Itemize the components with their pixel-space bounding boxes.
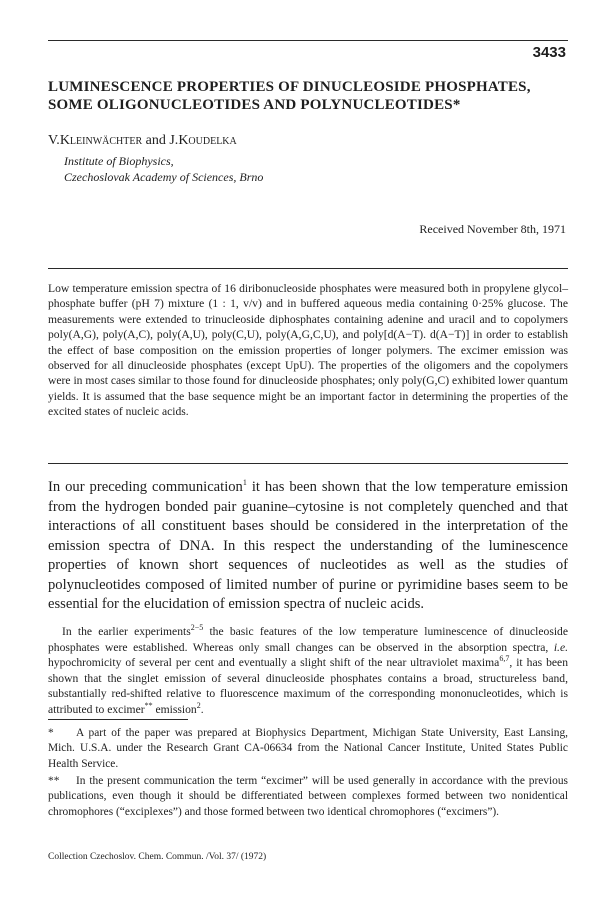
footnote-1-text: A part of the paper was prepared at Biophysics Department, Michigan State University, East Lansing, Mich. U.S.A. under the Research Grant CA-06634 from the National Cancer Institute, United States Public Health Service. (48, 727, 568, 770)
p2-text-e: emission (152, 702, 197, 716)
footnote-1 (48, 726, 568, 772)
intro-paragraph (48, 478, 568, 615)
affiliation-line-1: Institute of Biophysics, (64, 154, 174, 168)
author-separator: and (142, 133, 170, 148)
p2-text-c: hypochromicity of several per cent and eventually a slight shift of the near ultraviolet maxima (48, 656, 500, 669)
received-date: Received November 8th, 1971 (419, 222, 566, 236)
affiliation-line-2: Czechoslovak Academy of Sciences, Brno (64, 170, 264, 184)
intro-text-b: it has been shown that the low temperature emission from the hydrogen bonded pair guanine–cytosine is not completely quenched and that interactions of all constituent bases should be considered in the interpretation of the emission spectra of DNA. In this respect the understanding of the luminescence properties of known short sequences of nucleotides as well as the studies of polynucleotides composed of limited number of purine or pyrimidine bases seem to be essential for the elucidation of emission spectra of nucleic acids. (48, 479, 569, 612)
article-title (48, 78, 578, 114)
p2-text-f: . (200, 702, 204, 716)
page-number: 3433 (532, 44, 566, 61)
author-list (48, 133, 237, 149)
affiliation (64, 153, 263, 185)
p2-text-d: , it has been shown that the singlet emission of several dinucleoside phosphates contains a broad, structureless band, substantially red-shifted relative to fluorescence maximum of the corresponding mononucleotides, which is attributed to excimer (48, 656, 568, 716)
footnote-2 (48, 774, 568, 820)
top-rule (48, 40, 568, 41)
citation-6-7: 6,7 (499, 654, 510, 664)
footnote-ref-2: ** (144, 700, 153, 710)
author2-name: Koudelka (178, 133, 237, 148)
citation-2: 2 (196, 700, 201, 710)
footnote-2-mark: ** (48, 775, 60, 787)
author1-name: Kleinwächter (59, 133, 143, 148)
abstract-top-rule (48, 268, 568, 269)
citation-2-5: 2−5 (190, 623, 204, 633)
journal-footer: Collection Czechoslov. Chem. Commun. /Vol. 37/ (1972) (48, 852, 267, 862)
abstract-bottom-rule (48, 463, 568, 464)
p2-text-b: the basic features of the low temperature luminescence of dinucleoside phosphates were established. Whereas only small changes can be observed in the absorption spectra, (48, 625, 568, 654)
author1-initial: V. (48, 133, 60, 148)
body-paragraph (48, 624, 568, 717)
footnote-rule (48, 719, 188, 720)
title-line-1: LUMINESCENCE PROPERTIES OF DINUCLEOSIDE PHOSPHATES, (48, 79, 531, 95)
footnote-1-mark: * (48, 727, 54, 739)
abstract: Low temperature emission spectra of 16 diribonucleoside phosphates were measured both in propylene glycol–phosphate buffer (pH 7) mixture (1 : 1, v/v) and in buffered aqueous media containing 0·25% glucose. The measurements were extended to trinucleoside diphosphates containing adenine and uracil and to copolymers poly(A,G), poly(A,C), poly(A,U), poly(C,U), poly(A,G,C,U), and poly[d(A−T). d(A−T)] in order to establish the effect of base composition on the emission properties of longer polymers. The excimer emission was observed for all dinucleoside phosphates (except UpU). The properties of the oligomers and the copolymers were in most cases similar to those found for dinucleoside phosphates; only poly(G,C) exhibited lower quantum yields. It is assumed that the base sequence might be an important factor in determining the properties of the excited states of nucleic acids. (48, 282, 568, 419)
footnote-2-text: In the present communication the term “excimer” will be used generally in accordance with the previous publications, even though it should be differentiated between complexes formed between two nonidentical chromophores (“exciplexes”) and those formed between two identical chromophores (“excimers”). (48, 775, 568, 818)
author2-initial: J. (169, 133, 179, 148)
title-line-2: SOME OLIGONUCLEOTIDES AND POLYNUCLEOTIDES* (48, 97, 461, 113)
p2-text-a: In the earlier experiments (62, 625, 191, 638)
citation-1: 1 (242, 478, 247, 488)
p2-ie: i.e. (553, 640, 568, 654)
intro-text-a: In our preceding communication (48, 479, 243, 495)
